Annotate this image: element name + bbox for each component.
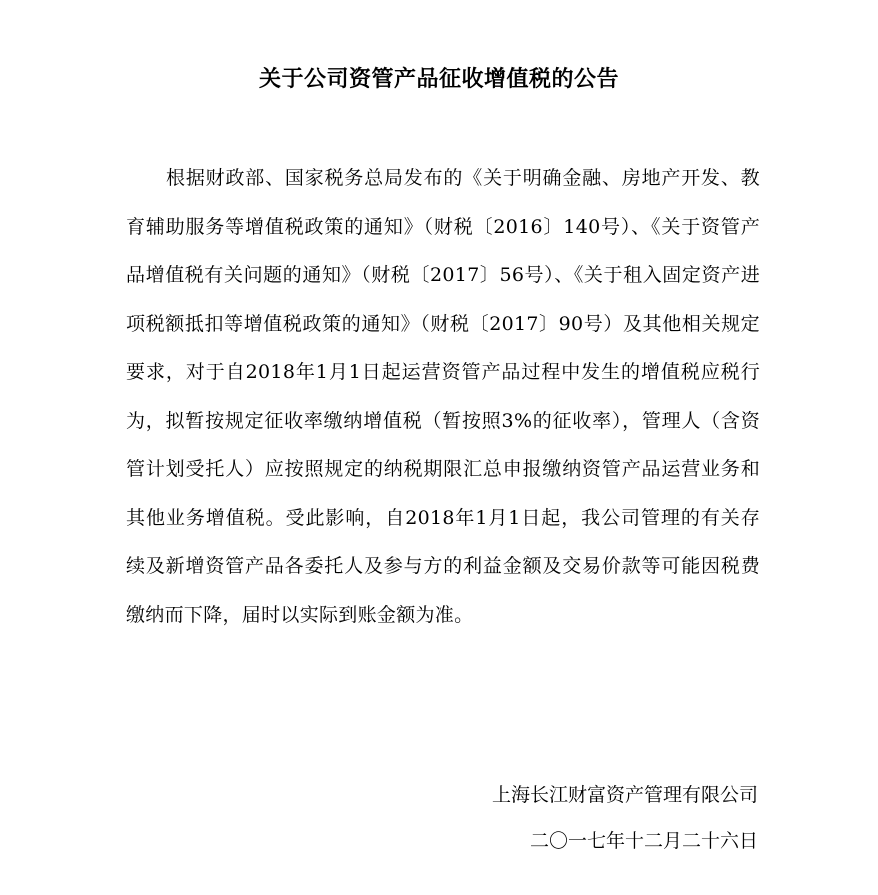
announcement-title: 关于公司资管产品征收增值税的公告	[258, 66, 619, 92]
issuer-company: 上海长江财富资产管理有限公司	[491, 784, 758, 806]
announcement-body: 根据财政部、国家税务总局发布的《关于明确金融、房地产开发、教育辅助服务等增值税政策的通知》（财税〔2016〕140号）、《关于资管产品增值税有关问题的通知》（财税〔2017〕56号）、《关于租入固定资产进项税额抵扣等增值税政策的通知》（财税〔2017〕90号）及其他相关规定要求，对于自2018年1月1日起运营资管产品过程中发生的增值税应税行为，拟暂按规定征收率缴纳增值税（暂按照3%的征收率），管理人（含资管计划受托人）应按照规定的纳税期限汇总申报缴纳资管产品运营业务和其他业务增值税。受此影响，自2018年1月1日起，我公司管理的有关存续及新增资管产品各委托人及参与方的利益金额及交易价款等可能因税费缴纳而下降，届时以实际到账金额为准。	[126, 167, 760, 626]
issue-date: 二〇一七年十二月二十六日	[529, 830, 758, 852]
